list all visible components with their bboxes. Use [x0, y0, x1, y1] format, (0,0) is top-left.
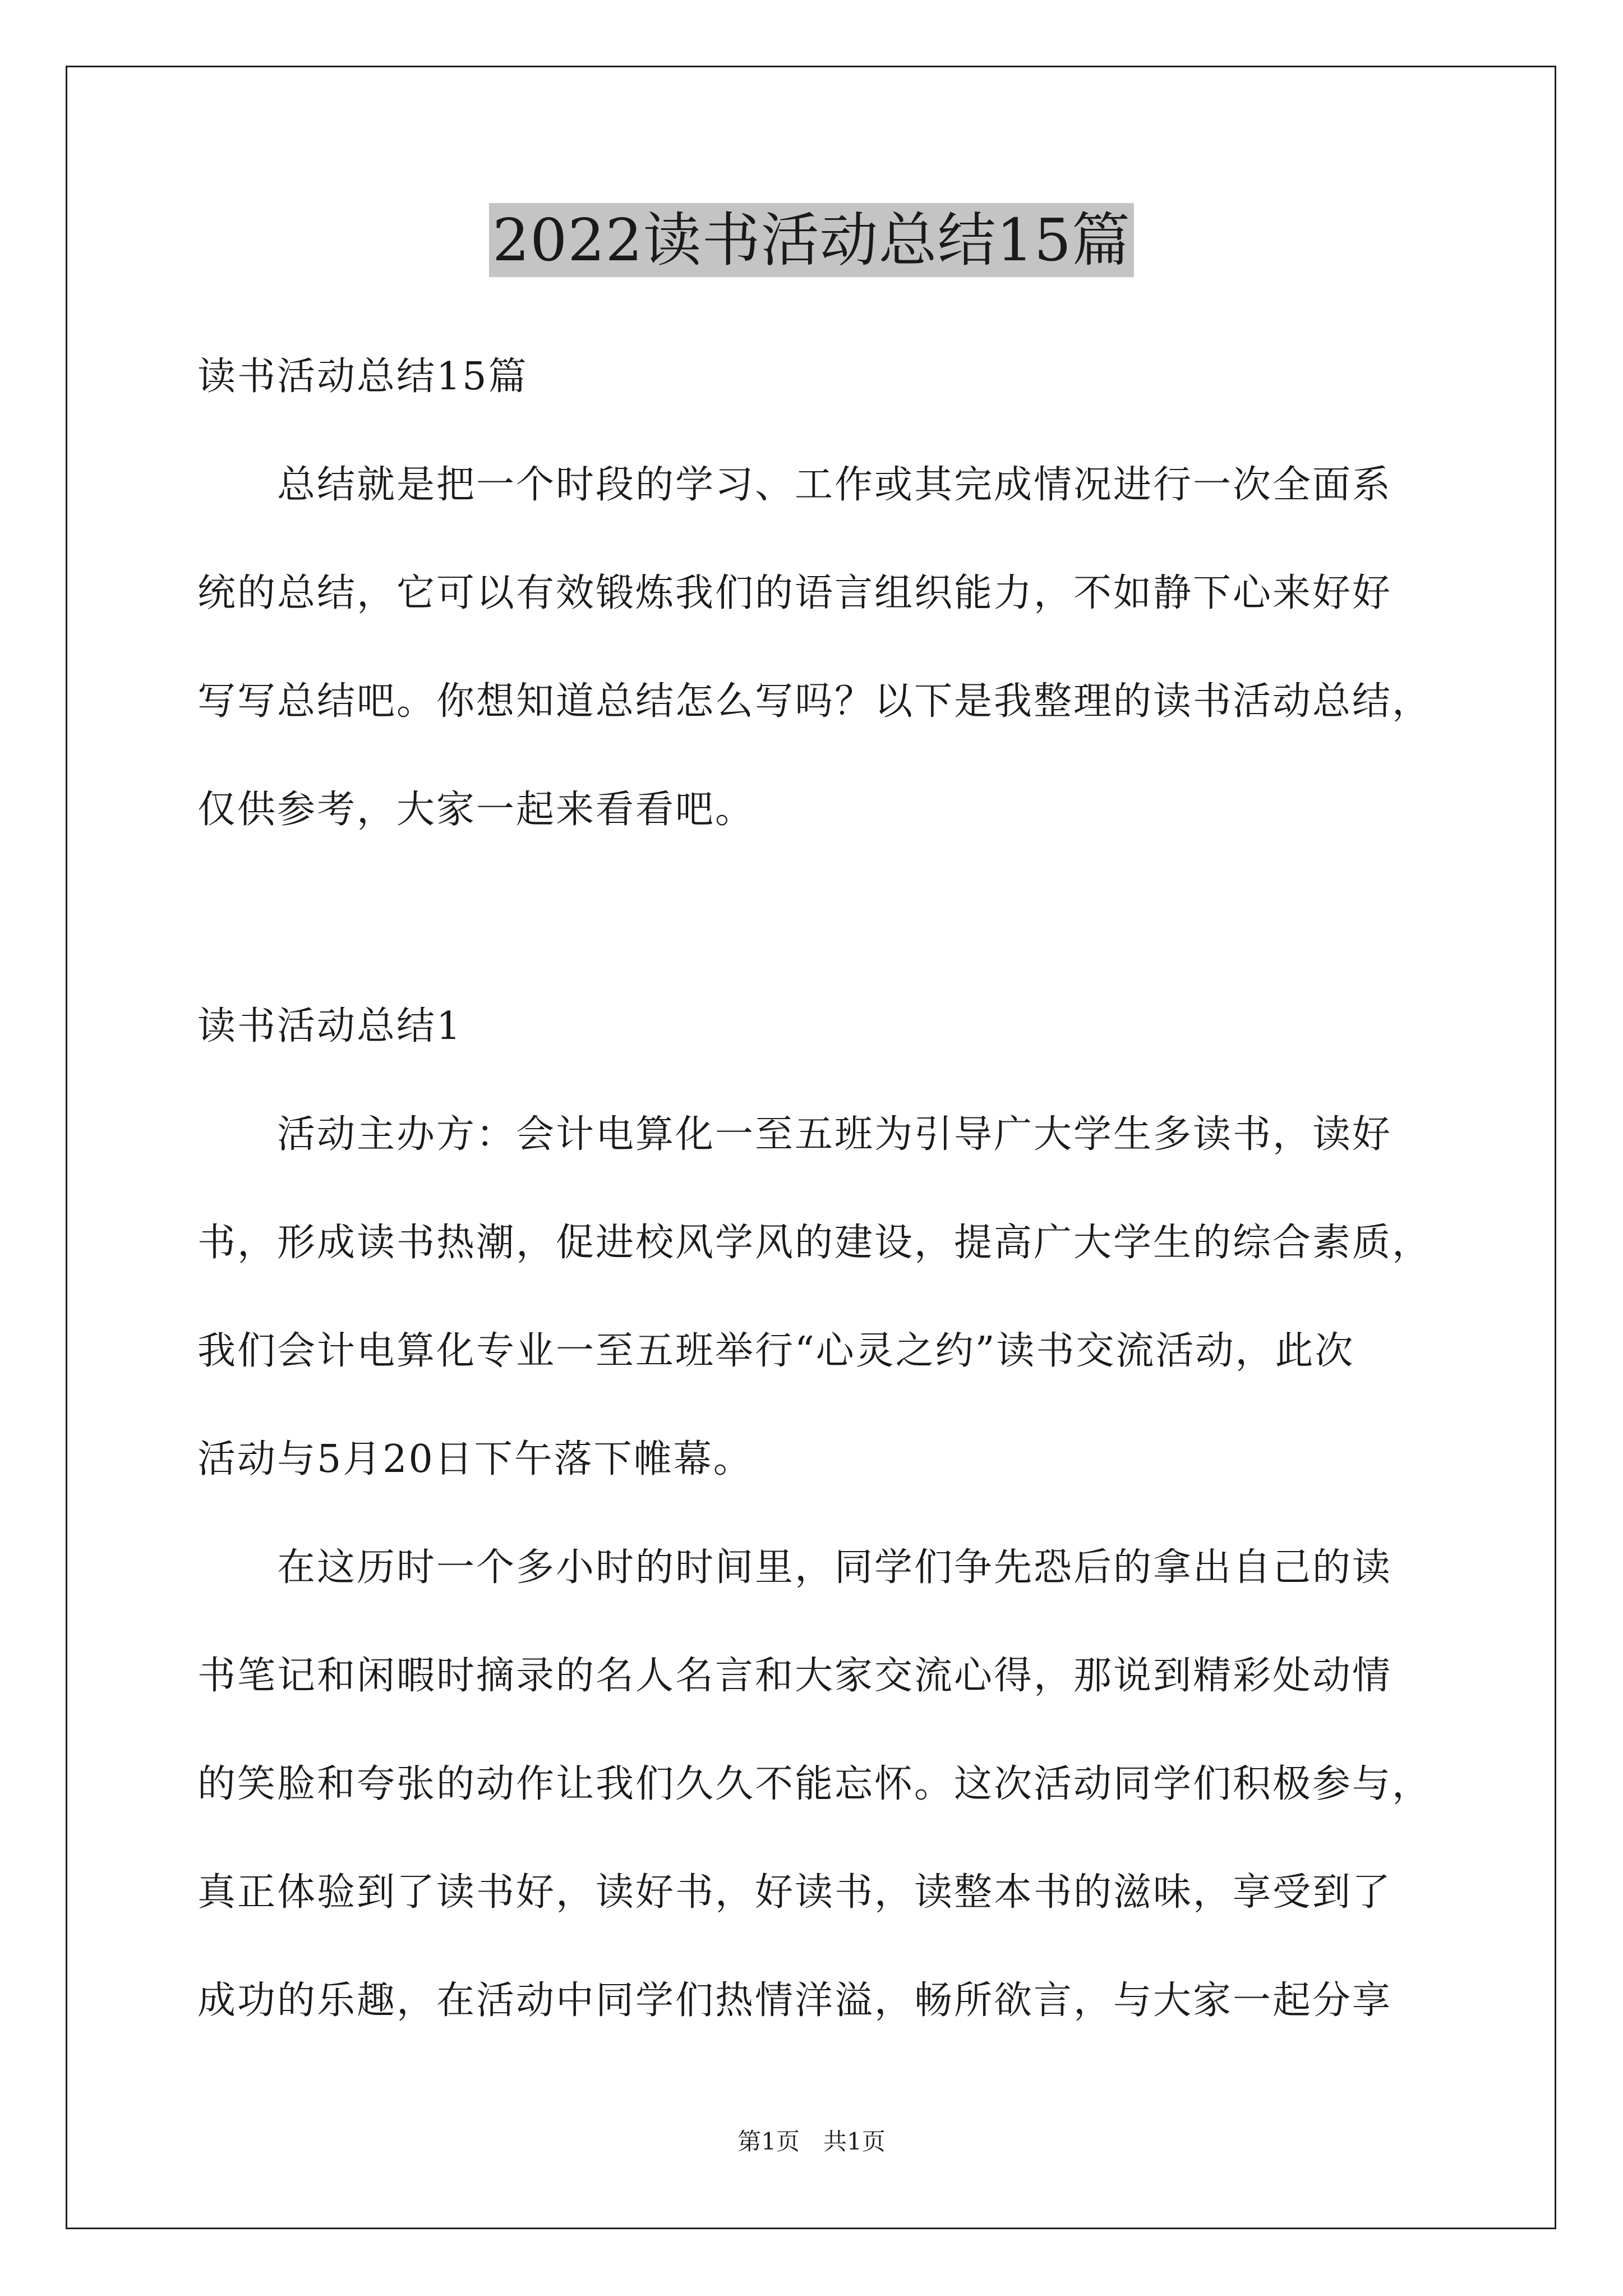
paragraph-line: 书，形成读书热潮，促进校风学风的建设，提高广大学生的综合素质，: [197, 1221, 1432, 1265]
paragraph-line: 写写总结吧。你想知道总结怎么写吗？以下是我整理的读书活动总结，: [197, 679, 1432, 724]
paragraph-line: 书笔记和闲暇时摘录的名人名言和大家交流心得，那说到精彩处动情: [197, 1654, 1393, 1698]
paragraph-line: 仅供参考，大家一起来看看吧。: [197, 788, 755, 832]
paragraph-line: 活动与5月20日下午落下帷幕。: [197, 1437, 753, 1481]
paragraph-line: 真正体验到了读书好，读好书，好读书，读整本书的滋味，享受到了: [197, 1870, 1393, 1915]
section-heading: 读书活动总结1: [197, 1004, 463, 1048]
title-container: [0, 203, 1623, 277]
paragraph-line: 在这历时一个多小时的时间里，同学们争先恐后的拿出自己的读: [197, 1545, 1393, 1590]
subtitle: 读书活动总结15篇: [197, 355, 528, 399]
paragraph-line: 统的总结，它可以有效锻炼我们的语言组织能力，不如静下心来好好: [197, 571, 1393, 615]
paragraph-line: 总结就是把一个时段的学习、工作或其完成情况进行一次全面系: [197, 463, 1393, 507]
document-title: 2022读书活动总结15篇: [489, 203, 1134, 277]
paragraph-line: 的笑脸和夸张的动作让我们久久不能忘怀。这次活动同学们积极参与，: [197, 1762, 1432, 1806]
paragraph-line: 成功的乐趣，在活动中同学们热情洋溢，畅所欲言，与大家一起分享: [197, 1978, 1393, 2023]
paragraph-line: 活动主办方：会计电算化一至五班为引导广大学生多读书，读好: [197, 1112, 1393, 1157]
page-footer: 第1页 共1页: [737, 2128, 886, 2155]
paragraph-line: 我们会计电算化专业一至五班举行“心灵之约”读书交流活动，此次: [197, 1329, 1355, 1373]
